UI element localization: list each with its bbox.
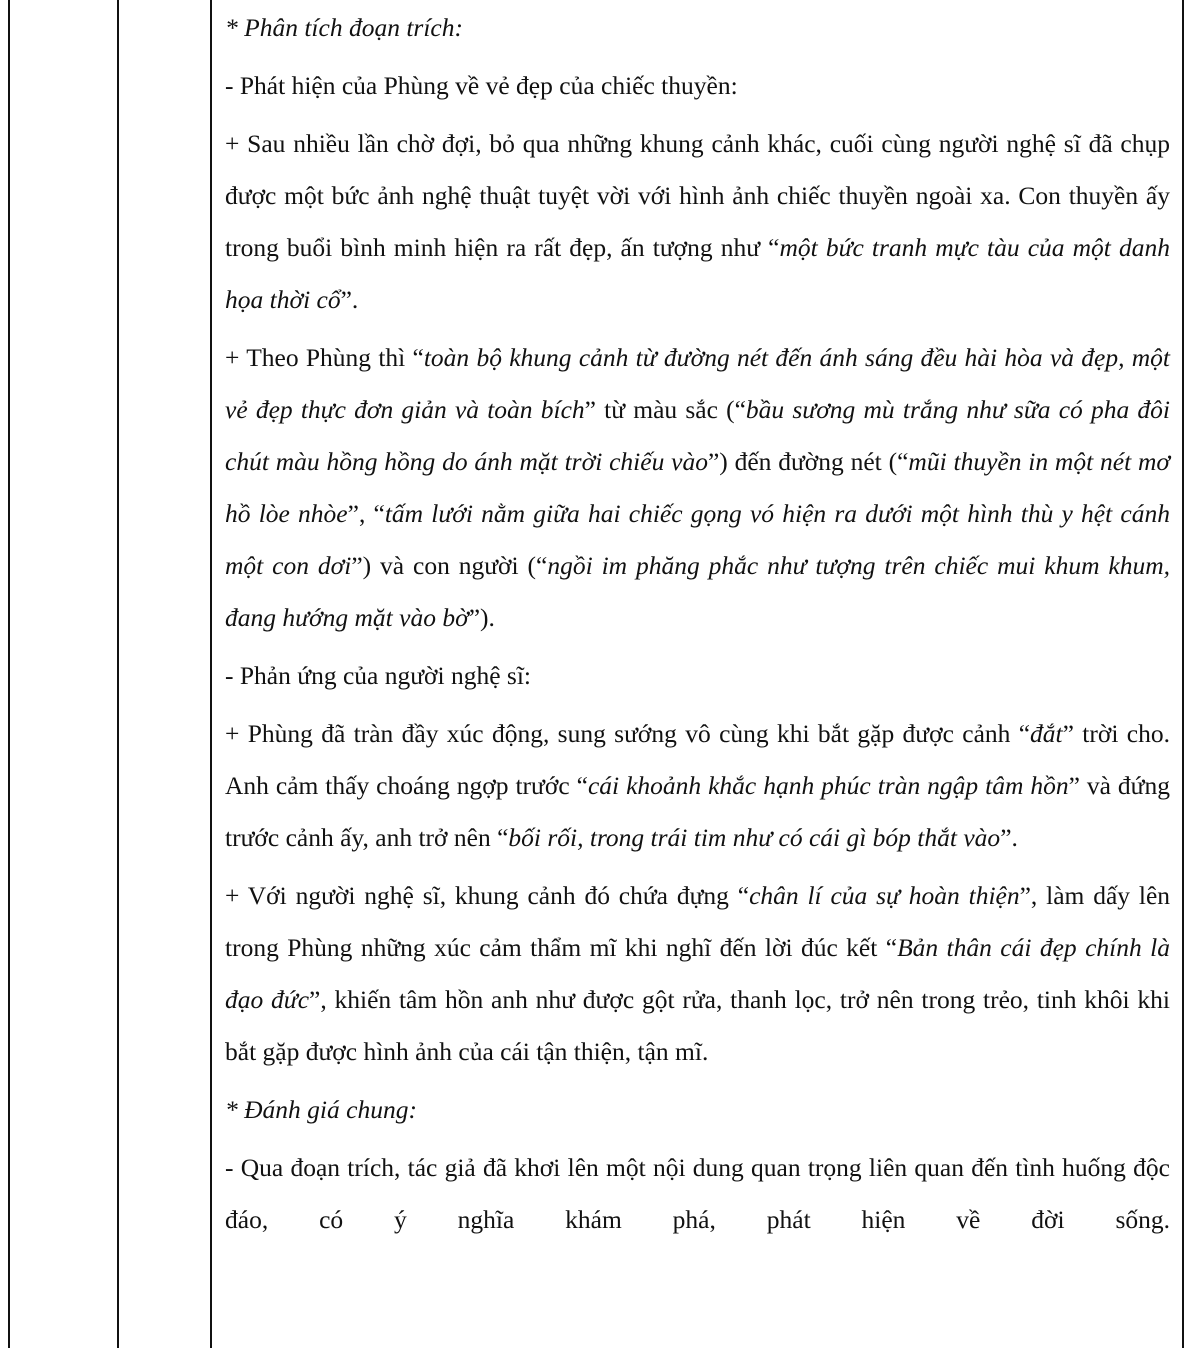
text-segment: ”, khiến tâm hồn anh như được gột rửa, thanh lọc, trở nên trong trẻo, tinh khôi khi bắt gặp được hình ảnh của cái tận thiện, tận mĩ. xyxy=(225,985,1170,1066)
italic-quote: * Phân tích đoạn trích: xyxy=(225,13,463,42)
text-segment: ” và đứng trước cảnh ấy, anh trở nên “ xyxy=(225,771,1170,852)
table-border-left xyxy=(8,0,10,1348)
paragraph xyxy=(225,708,1170,864)
text-segment: ”). xyxy=(468,603,495,632)
italic-quote: ngồi im phăng phắc như tượng trên chiếc mui khum khum, đang hướng mặt vào bờ xyxy=(225,551,1170,632)
text-segment: ” trời cho. Anh cảm thấy choáng ngợp trước “ xyxy=(225,719,1170,800)
text-segment: + Với người nghệ sĩ, khung cảnh đó chứa đựng “ xyxy=(225,881,750,910)
text-segment: - Phát hiện của Phùng về vẻ đẹp của chiếc thuyền: xyxy=(225,71,738,100)
italic-quote: tấm lưới nằm giữa hai chiếc gọng vó hiện ra dưới một hình thù y hệt cánh một con dơi xyxy=(225,499,1170,580)
italic-quote: đắt xyxy=(1030,719,1063,748)
text-segment: ”. xyxy=(1000,823,1018,852)
paragraph xyxy=(225,1142,1170,1246)
paragraph xyxy=(225,332,1170,644)
italic-quote: toàn bộ khung cảnh từ đường nét đến ánh sáng đều hài hòa và đẹp, một vẻ đẹp thực đơn giản và toàn bích xyxy=(225,343,1171,424)
text-segment: + Sau nhiều lần chờ đợi, bỏ qua những khung cảnh khác, cuối cùng người nghệ sĩ đã chụp được một bức ảnh nghệ thuật tuyệt vời với hình ảnh chiếc thuyền ngoài xa. Con thuyền ấy trong buổi bình minh hiện ra rất đẹp, ấn tượng như “ xyxy=(225,129,1170,262)
text-segment: ”. xyxy=(340,285,359,314)
paragraph xyxy=(225,870,1170,1078)
italic-quote: một bức tranh mực tàu của một danh họa thời cổ xyxy=(225,233,1170,314)
italic-quote: mũi thuyền in một nét mơ hồ lòe nhòe xyxy=(225,447,1170,528)
paragraph xyxy=(225,1084,1170,1136)
italic-quote: bầu sương mù trắng như sữa có pha đôi chút màu hồng hồng do ánh mặt trời chiếu vào xyxy=(225,395,1170,476)
column-divider-2 xyxy=(210,0,212,1348)
text-segment: + Phùng đã tràn đầy xúc động, sung sướng vô cùng khi bắt gặp được cảnh “ xyxy=(225,719,1031,748)
text-segment: - Qua đoạn trích, tác giả đã khơi lên một nội dung quan trọng liên quan đến tình huống độc đáo, có ý nghĩa khám phá, phát hiện về đời sống. xyxy=(225,1153,1170,1234)
content-cell xyxy=(225,2,1170,1246)
paragraph xyxy=(225,60,1170,112)
text-segment: + Theo Phùng thì “ xyxy=(225,343,424,372)
text-segment: ”) đến đường nét (“ xyxy=(707,447,909,476)
italic-quote: * Đánh giá chung: xyxy=(225,1095,417,1124)
text-segment: ” từ màu sắc (“ xyxy=(584,395,746,424)
italic-quote: cái khoảnh khắc hạnh phúc tràn ngập tâm hồn xyxy=(587,771,1069,800)
table-border-right xyxy=(1182,0,1184,1348)
text-segment: ”) và con người (“ xyxy=(351,551,548,580)
text-segment: ”, làm dấy lên trong Phùng những xúc cảm thẩm mĩ khi nghĩ đến lời đúc kết “ xyxy=(225,881,1171,962)
italic-quote: bối rối, trong trái tim như có cái gì bóp thắt vào xyxy=(508,823,1001,852)
paragraph xyxy=(225,650,1170,702)
column-divider-1 xyxy=(117,0,119,1348)
paragraph xyxy=(225,2,1170,54)
italic-quote: chân lí của sự hoàn thiện xyxy=(749,881,1020,910)
paragraph xyxy=(225,118,1170,326)
text-segment: - Phản ứng của người nghệ sĩ: xyxy=(225,661,531,690)
italic-quote: Bản thân cái đẹp chính là đạo đức xyxy=(225,933,1170,1014)
text-segment: ”, “ xyxy=(347,499,385,528)
